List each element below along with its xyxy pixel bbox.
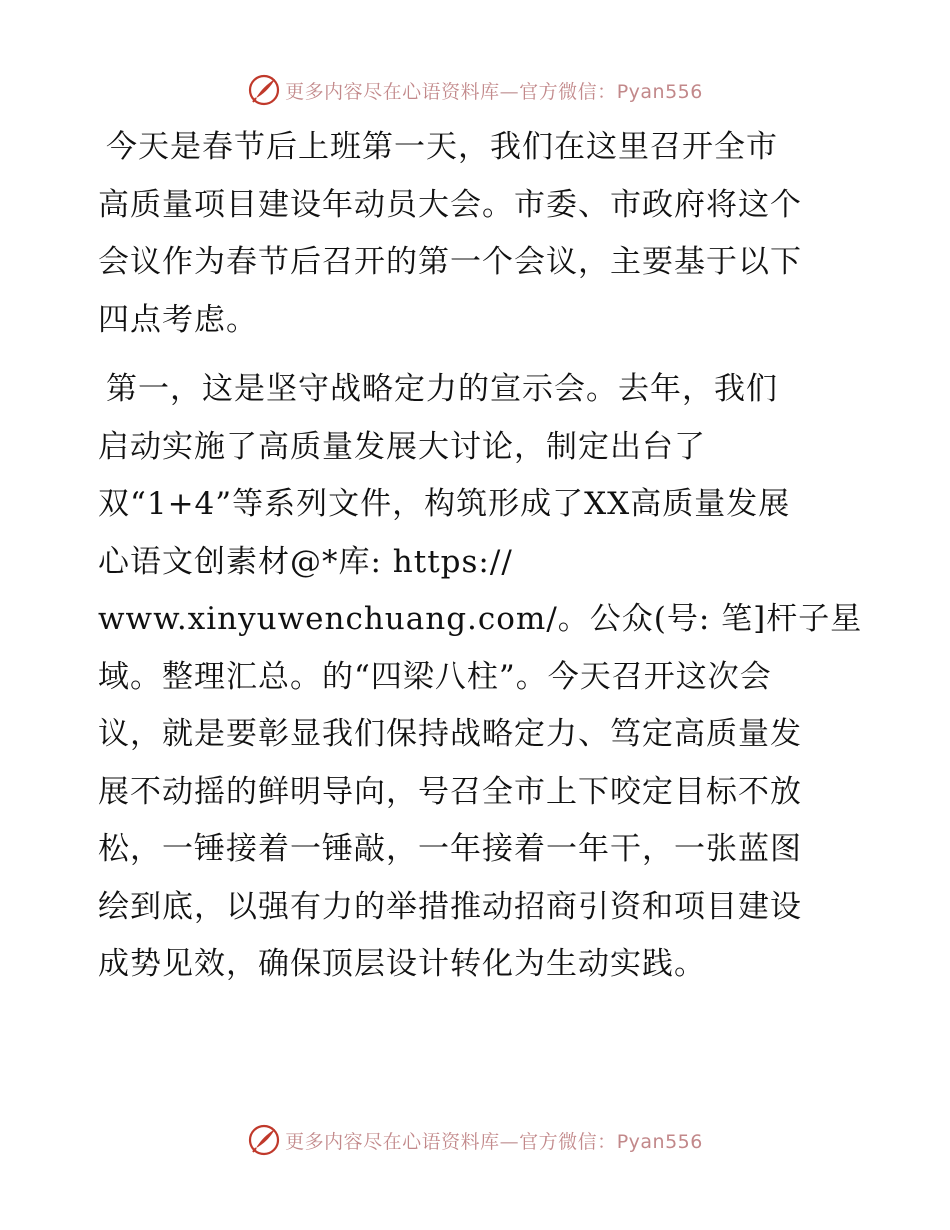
text-line: 会议作为春节后召开的第一个会议，主要基于以下 [98,244,802,280]
text-line: 心语文创素材@*库: https:// [98,543,513,580]
footer-watermark-text [285,1127,703,1154]
footer-watermark-title: 更多内容尽在心语资料库 [285,1130,500,1153]
header-watermark-contact-label: 官方微信： [519,80,617,103]
text-line: 第一，这是坚守战略定力的宣示会。去年，我们 [106,371,778,407]
text-line: 议，就是要彰显我们保持战略定力、笃定高质量发 [98,716,802,752]
paragraph-intro [98,119,854,349]
header-watermark-title: 更多内容尽在心语资料库 [285,80,500,103]
text-line: 绘到底，以强有力的举措推动招商引资和项目建设 [98,888,802,925]
text-line: 松，一锤接着一锤敲，一年接着一年干，一张蓝图 [98,831,802,867]
paragraph-first-point [98,361,863,994]
footer-watermark-contact-label: 官方微信： [519,1130,617,1153]
header-watermark-contact-value: Pyan556 [616,80,703,103]
footer-watermark-banner [0,1120,950,1160]
header-watermark-text [285,77,703,104]
text-line: 域。整理汇总。的“四梁八柱”。今天召开这次会 [98,658,772,695]
text-line: 展不动摇的鲜明导向，号召全市上下咬定目标不放 [98,773,802,810]
text-line: 成势见效，确保顶层设计转化为生动实践。 [98,946,706,982]
header-watermark-banner [0,70,950,110]
header-watermark-separator: — [499,80,520,103]
quill-logo-icon [247,73,281,107]
footer-watermark-separator: — [499,1130,520,1153]
text-line: 四点考虑。 [98,301,258,338]
text-line: 启动实施了高质量发展大讨论，制定出台了 [98,428,706,465]
quill-logo-icon [247,1123,281,1157]
text-line: 双“1+4”等系列文件，构筑形成了XX高质量发展 [98,486,791,522]
document-body [98,119,863,994]
text-line: 今天是春节后上班第一天，我们在这里召开全市 [106,129,778,165]
footer-watermark-contact-value: Pyan556 [616,1130,703,1153]
text-line: www.xinyuwenchuang.com/。公众(号: 笔]杆子星 [98,601,863,637]
text-line: 高质量项目建设年动员大会。市委、市政府将这个 [98,186,802,223]
